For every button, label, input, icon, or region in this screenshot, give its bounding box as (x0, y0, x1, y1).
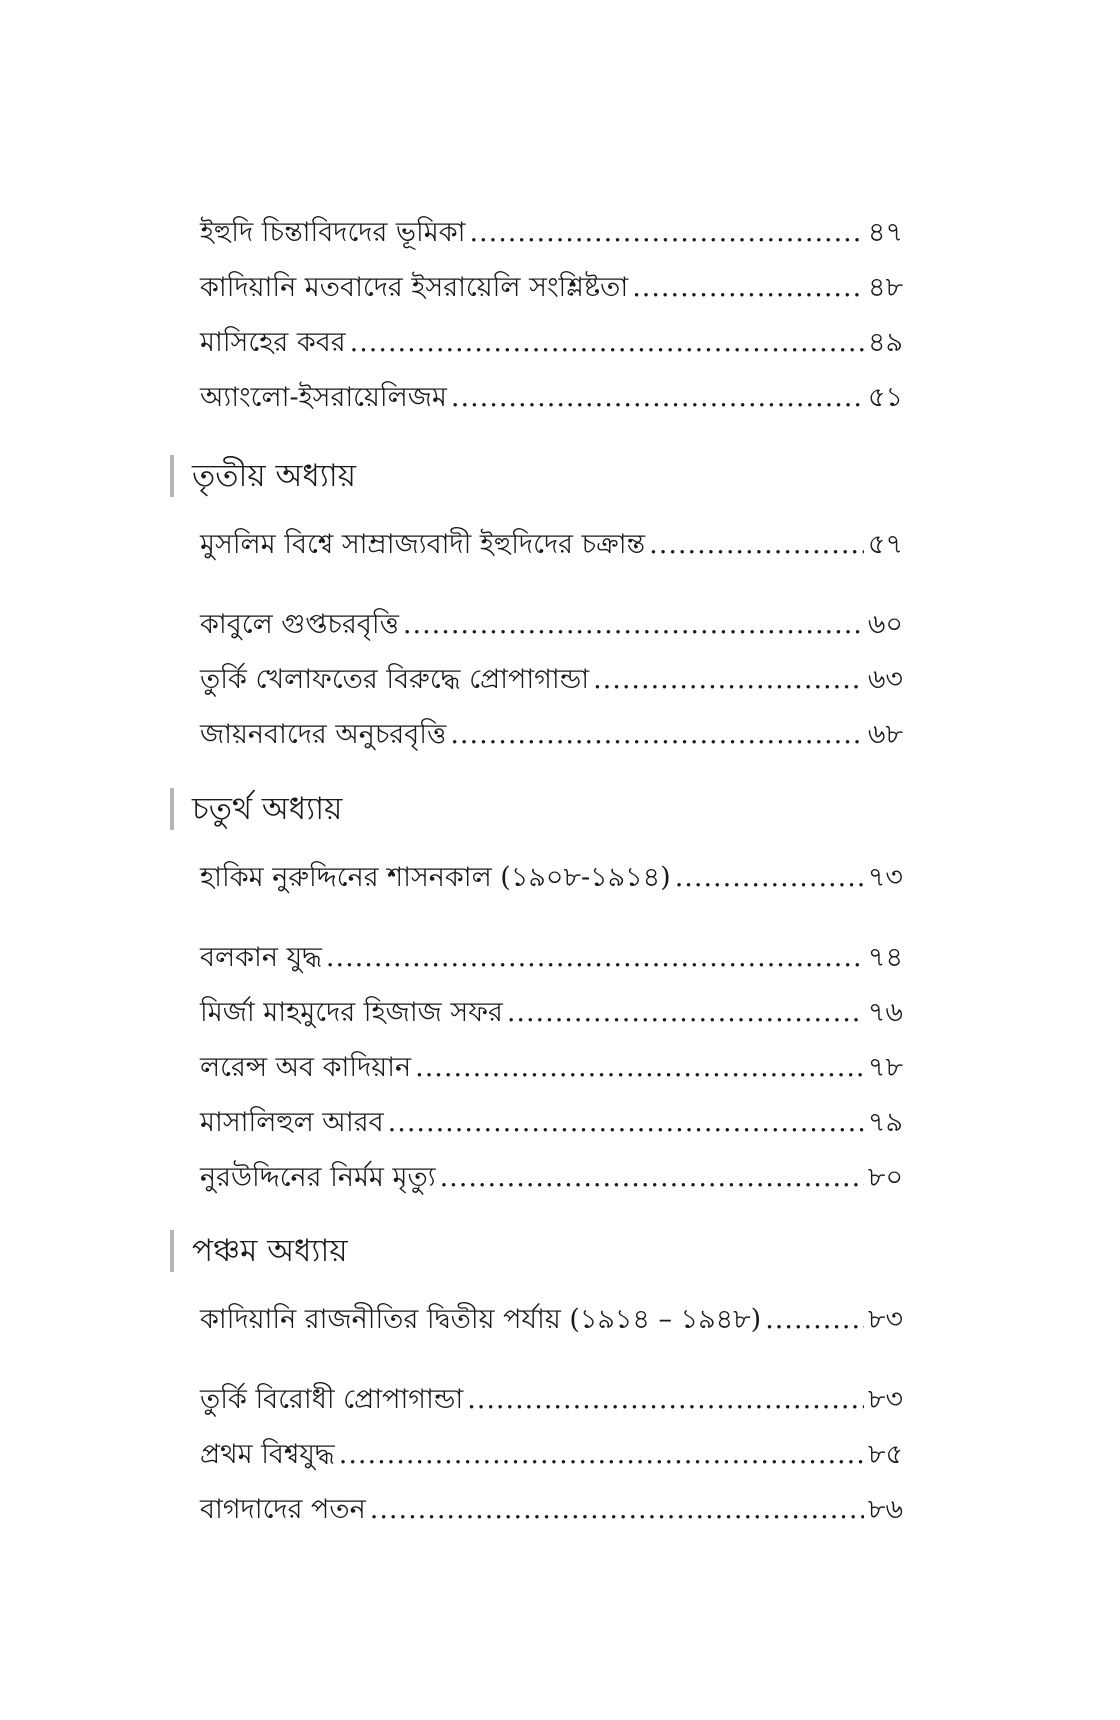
toc-entry (200, 270, 903, 306)
chapter-heading: তৃতীয় অধ্যায় (170, 455, 356, 497)
toc-entry (200, 380, 903, 416)
entry-title: প্রথম বিশ্বযুদ্ধ (200, 1439, 335, 1470)
toc-entry (200, 717, 903, 753)
entry-title: বাগদাদের পতন (200, 1494, 366, 1525)
entry-title: মুসলিম বিশ্বে সাম্রাজ্যবাদী ইহুদিদের চক্রান্ত (200, 529, 646, 560)
toc-entry (200, 662, 903, 698)
dot-leader (326, 940, 864, 976)
dot-leader (370, 1492, 864, 1528)
dot-leader (451, 380, 864, 416)
toc-entry (200, 1302, 903, 1338)
toc-entry (200, 860, 903, 896)
toc-entry (200, 940, 903, 976)
toc-entry (200, 1382, 903, 1418)
dot-leader (469, 215, 863, 251)
entry-title: অ্যাংলো-ইসরায়েলিজম (200, 382, 447, 413)
toc-entry (200, 1160, 903, 1196)
toc-entry (200, 1492, 903, 1528)
page-number: ৬৮ (867, 719, 903, 750)
page-number: ৪৮ (867, 272, 903, 303)
dot-leader (593, 662, 864, 698)
entry-title: কাবুলে গুপ্তচরবৃত্তি (200, 609, 399, 640)
dot-leader (388, 1105, 864, 1141)
toc-entry (200, 995, 903, 1031)
toc-entry (200, 325, 903, 361)
page-number: ৭৬ (867, 997, 903, 1028)
entry-title: ইহুদি চিন্তাবিদদের ভূমিকা (200, 217, 466, 248)
page-number: ৬৩ (867, 664, 903, 695)
chapter-heading: পঞ্চম অধ্যায় (170, 1230, 348, 1272)
entry-title: মাসালিহুল আরব (200, 1107, 384, 1138)
page-number: ৫১ (867, 382, 903, 413)
dot-leader (350, 325, 864, 361)
dot-leader (632, 270, 864, 306)
entry-title: বলকান যুদ্ধ (200, 942, 322, 973)
dot-leader (450, 717, 864, 753)
toc-entry (200, 1105, 903, 1141)
entry-title: মির্জা মাহমুদের হিজাজ সফর (200, 997, 503, 1028)
page-number: ৮৫ (867, 1439, 903, 1470)
dot-leader (440, 1160, 864, 1196)
entry-title: তুর্কি বিরোধী প্রোপাগান্ডা (200, 1384, 464, 1415)
entry-title: কাদিয়ানি মতবাদের ইসরায়েলি সংশ্লিষ্টতা (200, 272, 629, 303)
toc-entry (200, 607, 903, 643)
page-number: ৫৭ (867, 529, 903, 560)
toc-entry (200, 1050, 903, 1086)
page-number: ৭৩ (867, 862, 903, 893)
page-number: ৮৩ (867, 1384, 903, 1415)
page-number: ৮৩ (867, 1304, 903, 1335)
page-number: ৪৯ (867, 327, 903, 358)
entry-title: লরেন্স অব কাদিয়ান (200, 1052, 412, 1083)
dot-leader (467, 1382, 864, 1418)
entry-title: জায়নবাদের অনুচরবৃত্তি (200, 719, 447, 750)
entry-title: মাসিহের কবর (200, 327, 346, 358)
page-number: ৮৬ (867, 1494, 903, 1525)
dot-leader (415, 1050, 864, 1086)
page-number: ৭৮ (867, 1052, 903, 1083)
toc-entry (200, 1437, 903, 1473)
page-number: ৭৯ (867, 1107, 903, 1138)
entry-title: নুরউদ্দিনের নির্মম মৃত্যু (200, 1162, 436, 1193)
entry-title: কাদিয়ানি রাজনীতির দ্বিতীয় পর্যায় (১৯১৪ – ১৯৪৮) (200, 1304, 762, 1335)
toc-entry (200, 527, 903, 563)
chapter-heading: চতুর্থ অধ্যায় (170, 788, 342, 830)
page-number: ৬০ (867, 609, 903, 640)
dot-leader (507, 995, 864, 1031)
entry-title: তুর্কি খেলাফতের বিরুদ্ধে প্রোপাগান্ডা (200, 664, 590, 695)
page-number: ৭৪ (867, 942, 903, 973)
dot-leader (675, 860, 864, 896)
entry-title: হাকিম নুরুদ্দিনের শাসনকাল (১৯০৮-১৯১৪) (200, 862, 671, 893)
toc-entry (200, 215, 903, 251)
dot-leader (403, 607, 864, 643)
dot-leader (649, 527, 864, 563)
dot-leader (765, 1302, 864, 1338)
dot-leader (339, 1437, 864, 1473)
page-number: ৮০ (867, 1162, 903, 1193)
page-number: ৪৭ (867, 217, 903, 248)
